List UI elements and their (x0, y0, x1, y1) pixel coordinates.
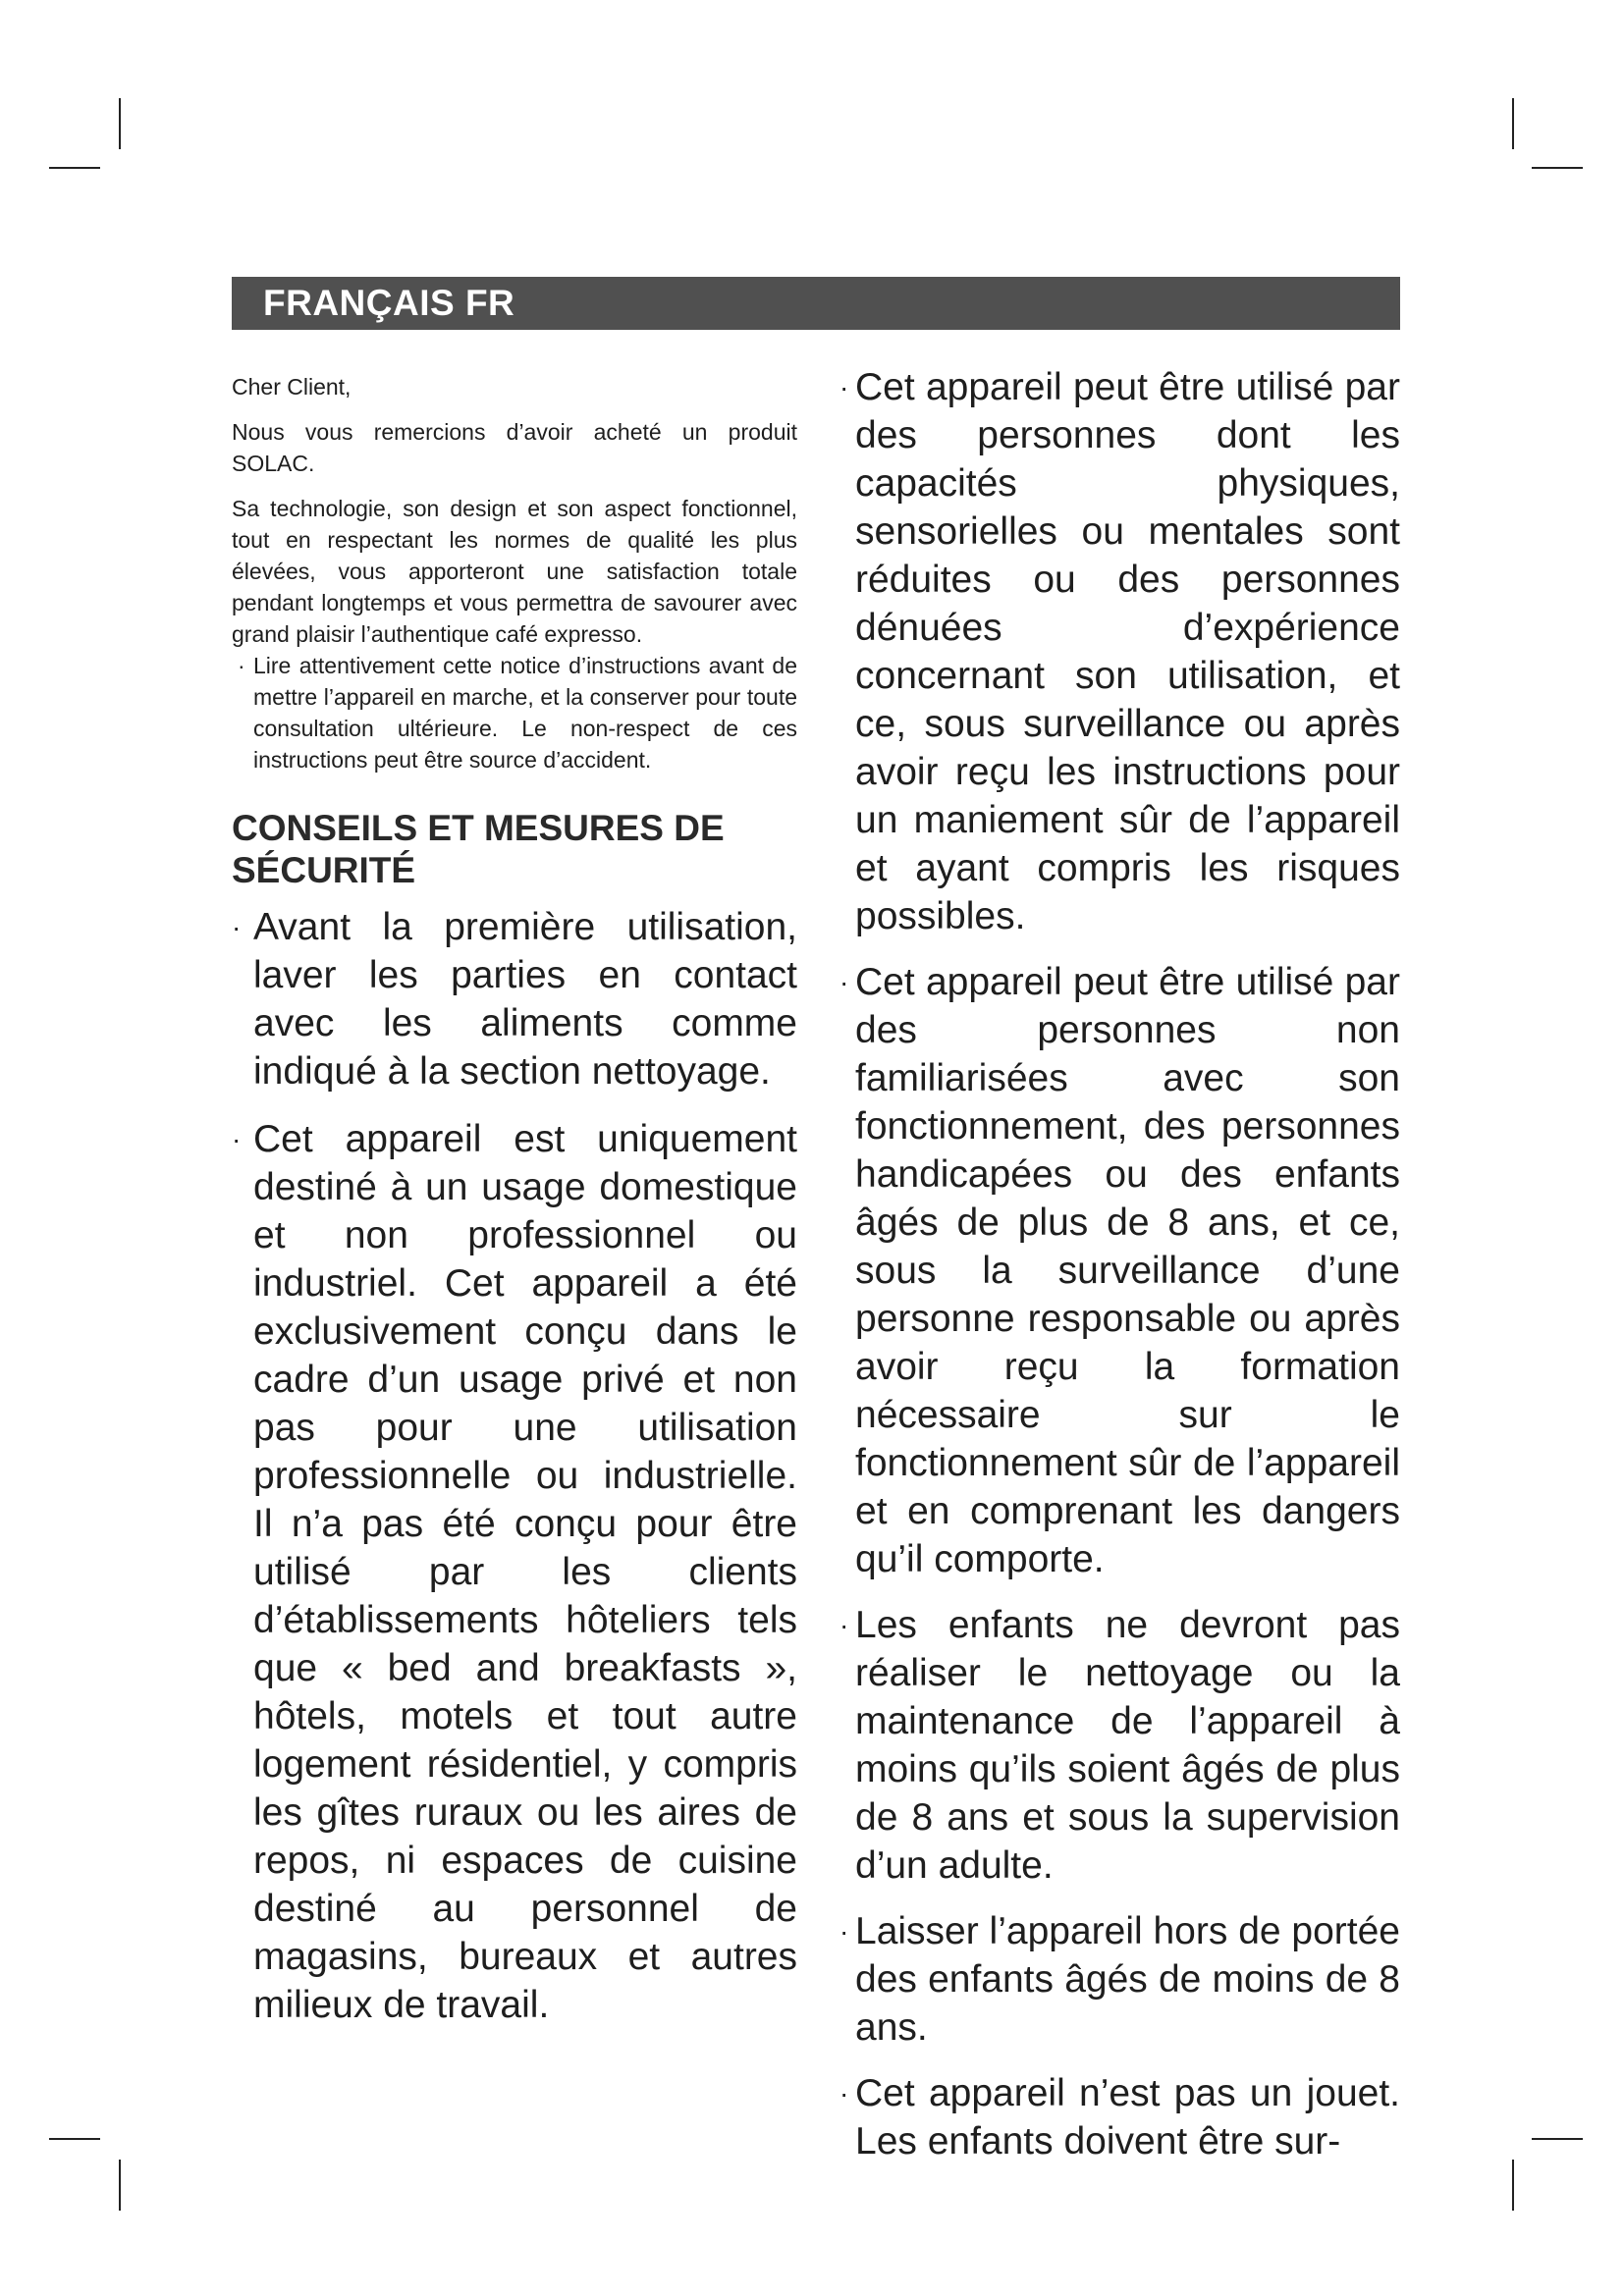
technology-text: Sa technologie, son design et son aspect fonctionnel, tout en respectant les normes de qualité les plus élevées, vous apporteront une satisfaction totale pendant longtemps et vous permettra de savourer avec grand plaisir l’authentique café expresso. (232, 496, 797, 647)
language-header: FRANÇAIS FR (232, 277, 1400, 330)
crop-mark (1512, 2160, 1514, 2211)
safety-item-text: Cet appareil n’est pas un jouet. Les enfants doivent être sur- (855, 2072, 1400, 2163)
safety-item (232, 903, 797, 1095)
bullet-icon: · (839, 2078, 849, 2109)
safety-item-text: Avant la première utilisation, laver les parties en contact avec les aliments comme indiqué à la section nettoyage. (253, 906, 797, 1093)
left-column (232, 371, 797, 2049)
crop-mark (1512, 98, 1514, 149)
bullet-icon: · (238, 653, 245, 678)
safety-item (839, 1907, 1400, 2052)
read-notice-text: Lire attentivement cette notice d’instructions avant de mettre l’appareil en marche, et la conserver pour toute consultation ultérieure. Le non-respect de ces instructions peut être source d’accident. (253, 653, 797, 773)
safety-item (839, 958, 1400, 1583)
safety-item-text: Laisser l’appareil hors de portée des enfants âgés de moins de 8 ans. (855, 1910, 1400, 2049)
safety-item (839, 1601, 1400, 1890)
safety-item (232, 1115, 797, 2029)
greeting: Cher Client, (232, 374, 352, 400)
right-column (839, 363, 1400, 2183)
crop-mark (119, 98, 121, 149)
crop-mark (119, 2160, 121, 2211)
crop-mark (49, 2138, 100, 2140)
thanks-text: Nous vous remercions d’avoir acheté un produit SOLAC. (232, 419, 797, 476)
bullet-icon: · (839, 1610, 849, 1640)
bullet-icon: · (839, 1916, 849, 1947)
read-notice-item (232, 650, 797, 775)
bullet-icon: · (839, 372, 849, 402)
bullet-icon: · (839, 967, 849, 997)
crop-mark (1532, 2138, 1583, 2140)
crop-mark (1532, 167, 1583, 169)
safety-item (839, 2069, 1400, 2165)
safety-item-text: Cet appareil peut être utilisé par des personnes non familiarisées avec son fonctionnement, des personnes handicapées ou des enfants âgés de plus de 8 ans, et ce, sous la surveillance d’une personne responsable ou après avoir reçu la formation nécessaire sur le fonctionnement sûr de l’appareil et en comprenant les dangers qu’il comporte. (855, 961, 1400, 1580)
safety-item-text: Les enfants ne devront pas réaliser le nettoyage ou la maintenance de l’appareil à moins qu’ils soient âgés de plus de 8 ans et sous la supervision d’un adulte. (855, 1604, 1400, 1887)
crop-mark (49, 167, 100, 169)
bullet-icon: · (232, 1124, 242, 1154)
bullet-icon: · (232, 912, 242, 942)
section-title: CONSEILS ET MESURES DE SÉCURITÉ (232, 808, 725, 890)
safety-item (839, 363, 1400, 940)
safety-item-text: Cet appareil est uniquement destiné à un usage domestique et non professionnel ou industriel. Cet appareil a été exclusivement conçu dans le cadre d’un usage privé et non pas pour une utilisation professionnelle ou industrielle. Il n’a pas été conçu pour être utilisé par les clients d’établissements hôteliers tels que « bed and breakfasts », hôtels, motels et tout autre logement résidentiel, y compris les gîtes ruraux ou les aires de repos, ni espaces de cuisine destiné au personnel de magasins, bureaux et autres milieux de travail. (253, 1118, 797, 2026)
safety-item-text: Cet appareil peut être utilisé par des personnes dont les capacités physiques, sensorielles ou mentales sont réduites ou des personnes dénuées d’expérience concernant son utilisation, et ce, sous surveillance ou après avoir reçu les instructions pour un maniement sûr de l’appareil et ayant compris les risques possibles. (855, 366, 1400, 937)
